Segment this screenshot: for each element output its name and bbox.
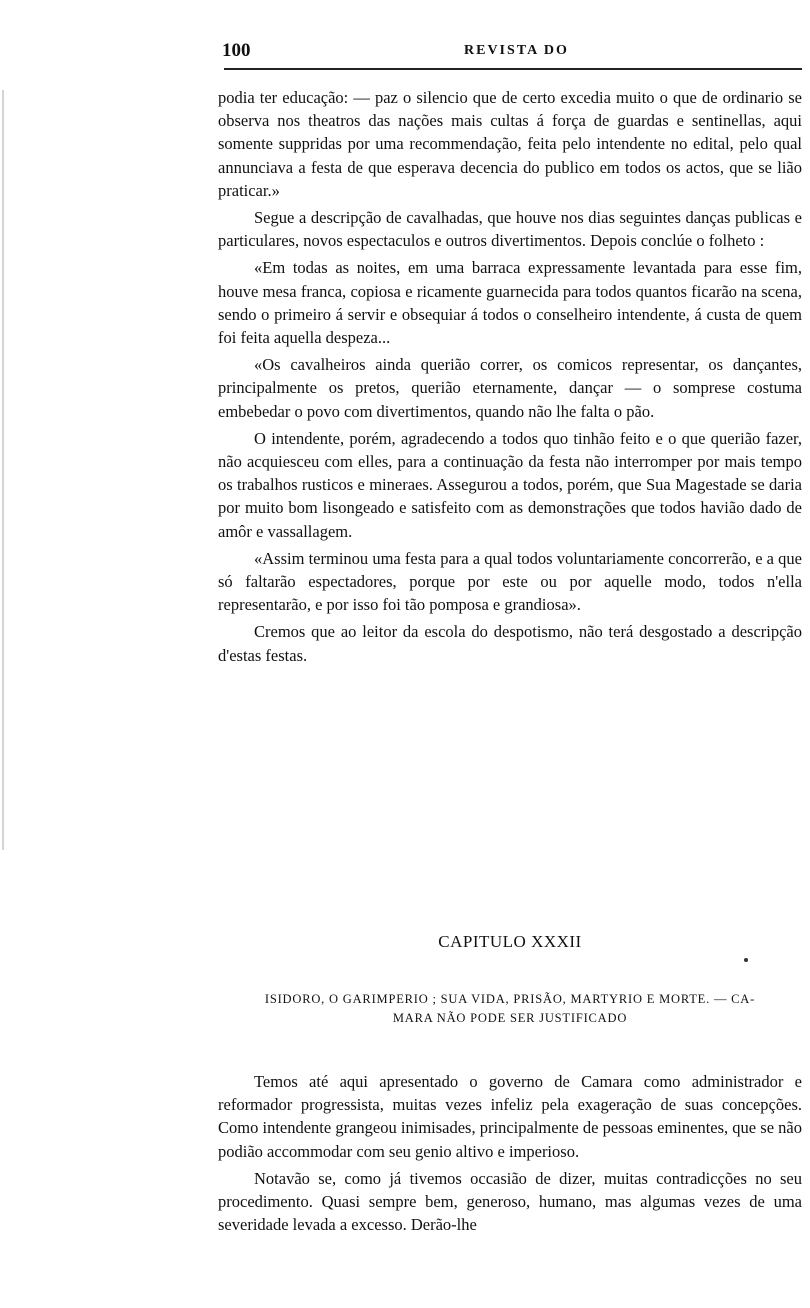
- header-rule: [224, 68, 802, 70]
- running-title: REVISTA DO: [464, 43, 569, 58]
- page-number: 100: [222, 40, 251, 61]
- paragraph-4: «Os cavalheiros ainda querião correr, os comicos representar, os dançantes, principalmente os pretos, querião eternamente, dançar — o somprese costuma embebedar o povo com divertimentos, quando não lhe falta o pão.: [218, 355, 802, 421]
- chapter-summary-line-1: ISIDORO, O GARIMPERIO ; SUA VIDA, PRISÃO, MARTYRIO E MORTE. — CA-: [264, 992, 756, 1006]
- chapter-summary-line-2: MARA NÃO PODE SER JUSTIFICADO: [392, 1011, 628, 1025]
- chapter-summary: [218, 990, 802, 1028]
- paragraph-2: Segue a descripção de cavalhadas, que houve nos dias seguintes danças publicas e particulares, novos espectaculos e outros divertimentos. Depois conclúe o folheto :: [218, 208, 802, 251]
- page-header: [218, 40, 802, 64]
- body-text: [218, 86, 802, 671]
- chapter-title: CAPITULO XXXII: [438, 932, 582, 951]
- paragraph-3: «Em todas as noites, em uma barraca expressamente levantada para esse fim, houve mesa franca, copiosa e ricamente guarnecida para todos quantos ficarão na scena, sendo o primeiro á servir e obsequiar á todos o conselheiro intendente, á custa de quem foi feita aquella despeza...: [218, 258, 802, 348]
- scan-margin-shadow: [2, 90, 4, 850]
- chapter-paragraph-1: Temos até aqui apresentado o governo de Camara como administrador e reformador progressista, muitas vezes infeliz pela exageração de suas concepções. Como intendente grangeou inimisades, principalmente de pessoas eminentes, que se não podião accommodar com seu genio altivo e imperioso.: [218, 1072, 802, 1161]
- ink-speck: [744, 958, 748, 962]
- paragraph-6: «Assim terminou uma festa para a qual todos voluntariamente concorrerão, e a que só faltarão espectadores, porque por este ou por aquelle modo, todos n'ella representarão, e por isso foi tão pomposa e grandiosa».: [218, 548, 802, 615]
- paragraph-1: podia ter educação: — paz o silencio que de certo excedia muito o que de ordinario se observa nos theatros das nações mais cultas á força de guardas e sentinellas, aqui somente suppridas por uma recommendação, feita pelo intendente no edital, pelo qual annunciava a festa de que esperava decencia do publico em todos os actos, que se lião praticar.»: [218, 88, 802, 200]
- paragraph-5: O intendente, porém, agradecendo a todos quo tinhão feito e o que querião fazer, não acquiesceu com elles, para a continuação da festa não interromper por mais tempo os trabalhos rusticos e mineraes. Assegurou a todos, porém, que Sua Magestade se daria por muito bom lisongeado e satisfeito com as demonstrações que todos havião dado de amôr e vassallagem.: [218, 428, 802, 541]
- chapter-text: [218, 1070, 802, 1240]
- chapter-paragraph-2: Notavão se, como já tivemos occasião de dizer, muitas contradicções no seu procedimento. Quasi sempre bem, generoso, humano, mas algumas vezes de uma severidade levada a excesso. Derão-lhe: [218, 1168, 802, 1235]
- paragraph-7: Cremos que ao leitor da escola do despotismo, não terá desgostado a descripção d'estas festas.: [218, 622, 802, 665]
